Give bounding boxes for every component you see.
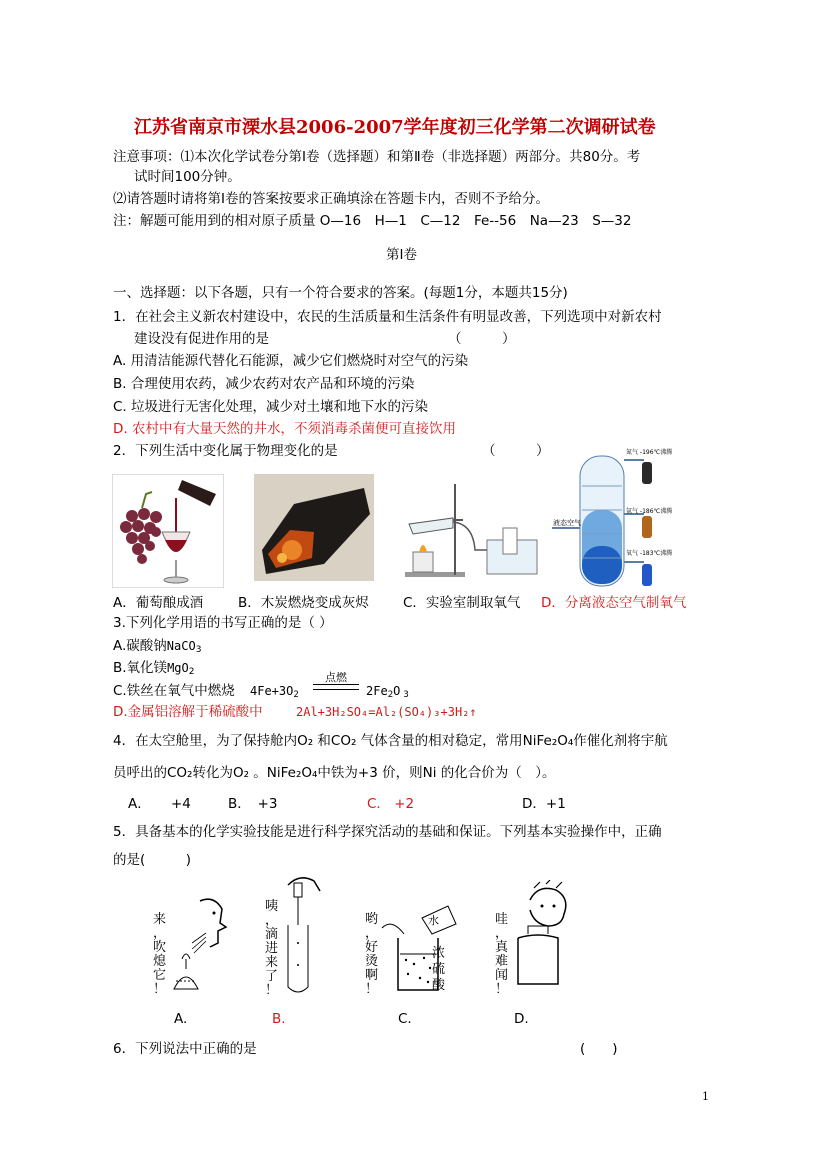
q4-stem-2: 员呼出的CO₂转化为O₂ 。NiFe₂O₄中铁为+3 价，则Ni 的化合价为（ ）。 bbox=[113, 765, 556, 781]
q1-stem: 1．在社会主义新农村建设中，农民的生活质量和生活条件有明显改善，下列选项中对新农村 bbox=[113, 309, 662, 325]
q3-stem: 3.下列化学用语的书写正确的是（ ） bbox=[113, 615, 333, 631]
q5-option-a: A. bbox=[174, 1011, 188, 1027]
q3-c-right-a: 2Fe bbox=[366, 684, 388, 698]
q2-option-c: C．实验室制取氧气 bbox=[403, 595, 521, 611]
page-number: 1 bbox=[702, 1090, 709, 1103]
q3-option-c bbox=[113, 682, 235, 700]
label-c-acid-0: 浓 bbox=[432, 946, 446, 961]
label-b-3: 进 bbox=[265, 941, 279, 956]
label-c-5: ！ bbox=[365, 982, 379, 997]
q1-option-d: D. 农村中有大量天然的井水，不须消毒杀菌便可直接饮用 bbox=[113, 421, 456, 437]
column-label-nitrogen: 氮气 -196℃沸腾 bbox=[626, 449, 673, 456]
q3-option-b-sub: 2 bbox=[188, 667, 195, 677]
q4-option-b: B． +3 bbox=[228, 796, 278, 812]
notes-line-4: 注：解题可能用到的相对原子质量 O—16 H—1 C—12 Fe--56 Na—23 S—32 bbox=[113, 213, 632, 229]
label-a-0: 来 bbox=[153, 912, 167, 927]
q3-c-left-formula: 4Fe+3O bbox=[250, 684, 294, 698]
label-d-4: 闻 bbox=[495, 968, 509, 983]
label-a-3: 熄 bbox=[153, 954, 167, 969]
column-input-label: 液态空气 bbox=[553, 519, 581, 527]
label-d-1: ， bbox=[495, 926, 509, 941]
q2-answer-paren: （ ） bbox=[482, 443, 550, 459]
paper-title: 江苏省南京市溧水县2006-2007学年度初三化学第二次调研试卷 bbox=[134, 117, 656, 138]
label-b-2: 滴 bbox=[265, 927, 279, 942]
label-a-chars bbox=[153, 913, 167, 997]
label-b-chars bbox=[265, 900, 279, 998]
label-b-5: 了 bbox=[265, 969, 279, 984]
q3-option-c-left bbox=[250, 682, 299, 704]
label-d-0: 哇 bbox=[495, 912, 509, 927]
label-a-4: 它 bbox=[153, 968, 167, 983]
q5-option-d: D. bbox=[514, 1011, 529, 1027]
label-a-5: ！ bbox=[153, 982, 167, 997]
q3-c-right-sub2: 3 bbox=[403, 690, 409, 700]
label-c-acid bbox=[432, 946, 446, 994]
label-c-acid-2: 酸 bbox=[432, 978, 446, 993]
reaction-arrow bbox=[313, 684, 359, 690]
q1-stem-cont: 建设没有促进作用的是 bbox=[134, 331, 269, 347]
label-c-3: 烫 bbox=[365, 954, 379, 969]
label-a-1: ， bbox=[153, 926, 167, 941]
label-c-chars bbox=[365, 913, 379, 997]
q3-option-a-label: A.碳酸钠 bbox=[113, 638, 167, 654]
q3-option-b-formula: MgO bbox=[167, 661, 189, 675]
q3-c-left-sub: 2 bbox=[293, 690, 299, 700]
lab-oxygen-apparatus-image bbox=[403, 480, 549, 580]
label-a-2: 吹 bbox=[153, 940, 167, 955]
notes-line-1: 注意事项：⑴本次化学试卷分第Ⅰ卷（选择题）和第Ⅱ卷（非选择题）两部分。共80分。考 bbox=[113, 149, 641, 165]
q5-option-c: C. bbox=[398, 1011, 412, 1027]
q3-option-a-sub: 3 bbox=[195, 645, 202, 655]
q3-option-a-formula: NaCO bbox=[166, 639, 196, 653]
label-c-water: 水 bbox=[428, 914, 439, 927]
q2-stem: 2．下列生活中变化属于物理变化的是 bbox=[113, 443, 338, 459]
label-d-5: ！ bbox=[495, 982, 509, 997]
label-c-4: 啊 bbox=[365, 968, 379, 983]
column-label-argon: 氩气 -186℃沸腾 bbox=[626, 508, 673, 515]
blowing-out-lamp-drawing bbox=[170, 893, 240, 997]
q4-option-a: A． +4 bbox=[128, 796, 191, 812]
burning-charcoal-image bbox=[254, 474, 374, 581]
q1-option-a: A. 用清洁能源代替化石能源，减少它们燃烧时对空气的污染 bbox=[113, 353, 469, 369]
q2-option-b: B．木炭燃烧变成灰烬 bbox=[238, 595, 369, 611]
q3-reaction-condition: 点燃 bbox=[325, 671, 347, 684]
q3-option-c-label: C.铁丝在氧气中燃烧 bbox=[113, 683, 235, 699]
label-c-2: 好 bbox=[365, 940, 379, 955]
notes-line-2: 试时间100分钟。 bbox=[134, 169, 241, 185]
label-d-chars bbox=[495, 913, 509, 997]
label-c-0: 哟 bbox=[365, 912, 379, 927]
label-b-4: 来 bbox=[265, 955, 279, 970]
section-heading: 一、选择题：以下各题，只有一个符合要求的答案。(每题1分，本题共15分) bbox=[113, 285, 568, 301]
label-b-1: ， bbox=[265, 913, 279, 928]
q5-option-b: B. bbox=[272, 1011, 286, 1027]
part-title: 第Ⅰ卷 bbox=[386, 247, 417, 263]
diluting-acid-drawing bbox=[378, 898, 458, 994]
label-d-3: 难 bbox=[495, 954, 509, 969]
q5-stem-2: 的是( ) bbox=[113, 852, 192, 868]
q3-c-right-b: O bbox=[393, 684, 401, 698]
q3-option-a bbox=[113, 637, 201, 659]
q4-stem-1: 4．在太空舱里，为了保持舱内O₂ 和CO₂ 气体含量的相对稳定，常用NiFe₂O₄作催化剂将宇航 bbox=[113, 733, 668, 749]
smelling-bottle-drawing bbox=[508, 880, 578, 990]
q6-stem: 6．下列说法中正确的是 bbox=[113, 1041, 257, 1057]
q3-option-b bbox=[113, 659, 194, 681]
q5-stem-1: 5．具备基本的化学实验技能是进行科学探究活动的基础和保证。下列基本实验操作中，正确 bbox=[113, 824, 662, 840]
q2-option-d: D．分离液态空气制氧气 bbox=[541, 595, 687, 611]
label-b-0: 咦 bbox=[265, 899, 279, 914]
label-b-6: ！ bbox=[265, 983, 279, 998]
q4-option-d: D．+1 bbox=[522, 796, 566, 812]
q1-option-c: C. 垃圾进行无害化处理，减少对土壤和地下水的污染 bbox=[113, 399, 429, 415]
label-c-acid-1: 硫 bbox=[432, 962, 446, 977]
grape-wine-image bbox=[112, 474, 224, 588]
q6-answer-paren: ( ) bbox=[580, 1041, 618, 1057]
dropper-test-tube-drawing bbox=[280, 873, 330, 997]
q3-option-d: D.金属铝溶解于稀硫酸中 bbox=[113, 704, 263, 720]
q3-c-right-sub1: 2 bbox=[387, 690, 394, 700]
notes-line-3: ⑵请答题时请将第Ⅰ卷的答案按要求正确填涂在答题卡内，否则不予给分。 bbox=[113, 191, 549, 207]
q1-option-b: B. 合理使用农药，减少农药对农产品和环境的污染 bbox=[113, 376, 415, 392]
column-label-oxygen: 氧气 -183℃沸腾 bbox=[626, 550, 673, 557]
q3-option-b-label: B.氧化镁 bbox=[113, 660, 168, 676]
q4-option-c: C． +2 bbox=[367, 796, 415, 812]
q3-option-d-formula: 2Al+3H₂SO₄=Al₂(SO₄)₃+3H₂↑ bbox=[296, 705, 477, 719]
label-d-2: 真 bbox=[495, 940, 509, 955]
label-c-1: ， bbox=[365, 926, 379, 941]
q3-option-c-right bbox=[366, 682, 409, 704]
q1-answer-paren: （ ） bbox=[448, 331, 516, 347]
q2-option-a: A．葡萄酿成酒 bbox=[113, 595, 204, 611]
